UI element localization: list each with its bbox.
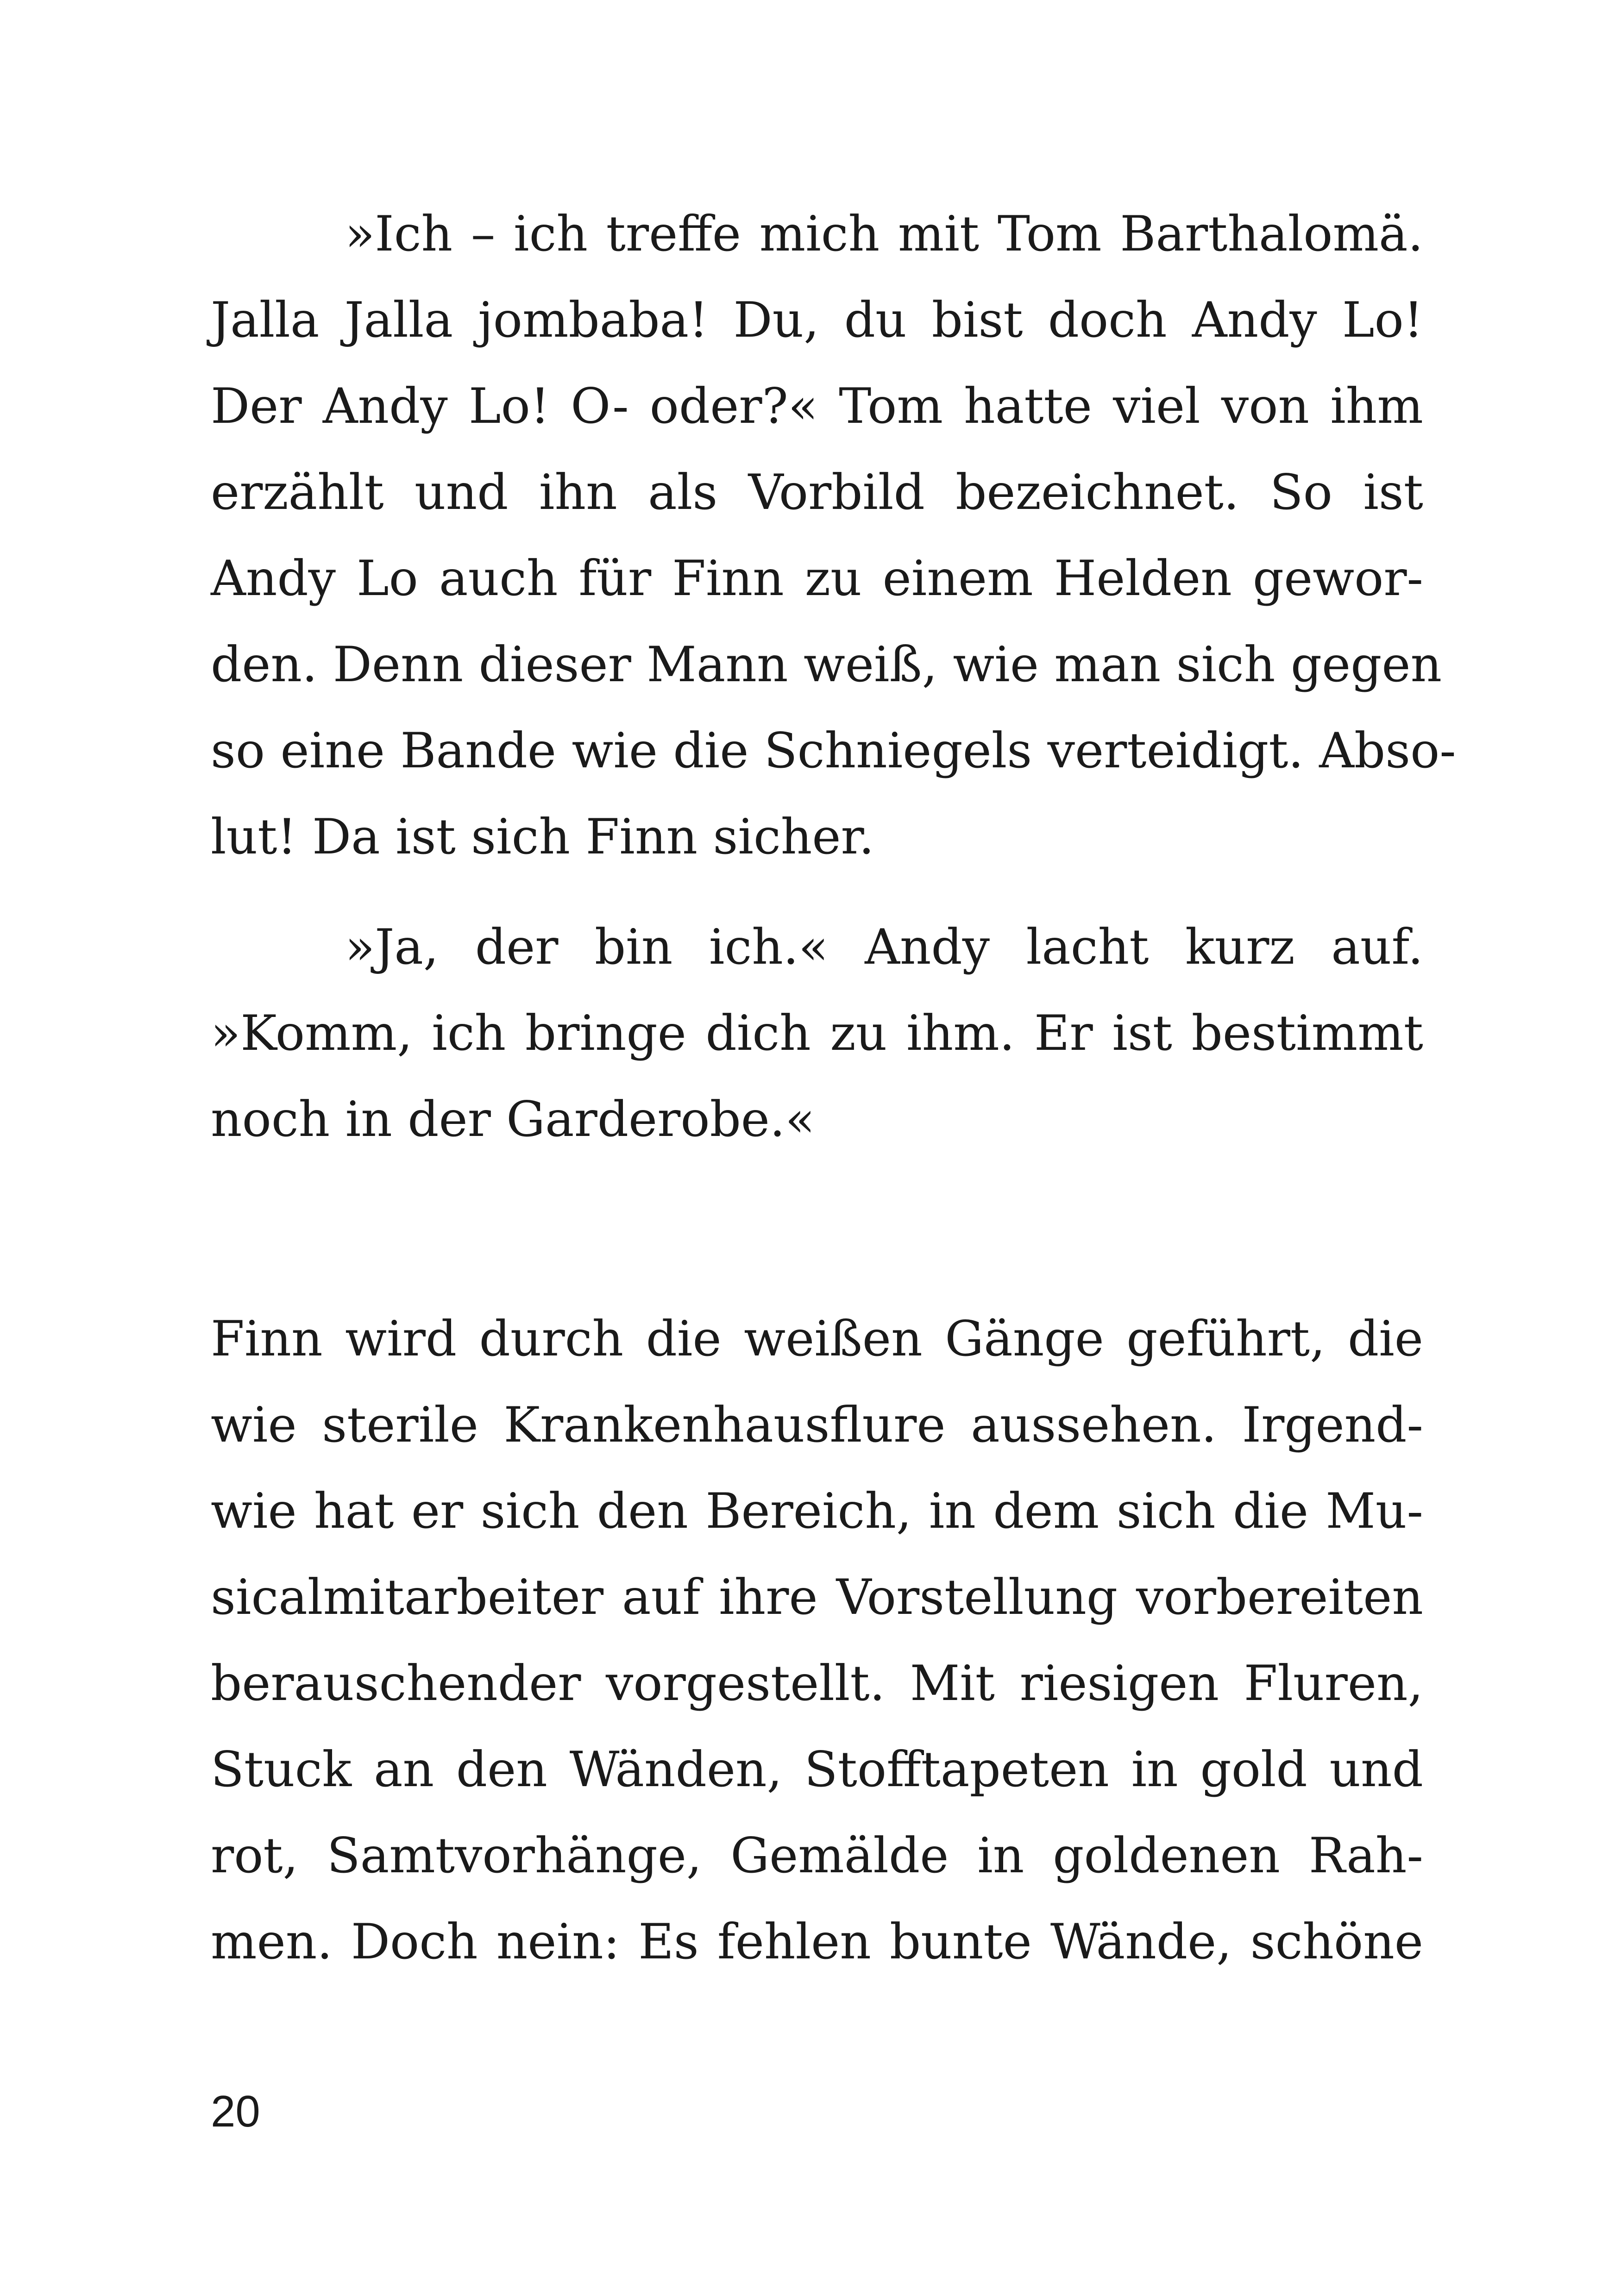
text-line: rot, Samtvorhänge, Gemälde in goldenen Rah- — [211, 1827, 1423, 1884]
paragraph-2 — [211, 904, 1423, 1162]
text-line: berauschender vorgestellt. Mit riesigen Fluren, — [211, 1655, 1423, 1712]
text-line: Finn wird durch die weißen Gänge geführt, die — [211, 1311, 1423, 1367]
text-line: wie hat er sich den Bereich, in dem sich die Mu- — [211, 1483, 1423, 1539]
text-line: so eine Bande wie die Schniegels verteidigt. Abso- — [211, 722, 1456, 779]
text-line: Stuck an den Wänden, Stofftapeten in gold und — [211, 1741, 1423, 1798]
text-line: Der Andy Lo! O- oder?« Tom hatte viel von ihm — [211, 378, 1423, 434]
text-line: Jalla Jalla jombaba! Du, du bist doch Andy Lo! — [211, 292, 1423, 348]
text-line: »Ich – ich treffe mich mit Tom Barthalomä. — [345, 206, 1423, 262]
page-number: 20 — [211, 2087, 260, 2136]
text-line: »Ja, der bin ich.« Andy lacht kurz auf. — [345, 919, 1423, 975]
text-line: lut! Da ist sich Finn sicher. — [211, 809, 874, 865]
text-line: Andy Lo auch für Finn zu einem Helden gewor- — [211, 550, 1423, 607]
text-line: erzählt und ihn als Vorbild bezeichnet. So ist — [211, 464, 1423, 521]
paragraph-1 — [211, 191, 1456, 880]
text-line: sicalmitarbeiter auf ihre Vorstellung vorbereiten — [211, 1569, 1423, 1625]
paragraph-3 — [211, 1296, 1423, 1985]
text-line: men. Doch nein: Es fehlen bunte Wände, schöne — [211, 1913, 1423, 1970]
text-line: den. Denn dieser Mann weiß, wie man sich gegen — [211, 636, 1442, 693]
text-line: »Komm, ich bringe dich zu ihm. Er ist bestimmt — [211, 1005, 1423, 1061]
text-line: wie sterile Krankenhausflure aussehen. Irgend- — [211, 1397, 1423, 1453]
text-line: noch in der Garderobe.« — [211, 1091, 815, 1148]
